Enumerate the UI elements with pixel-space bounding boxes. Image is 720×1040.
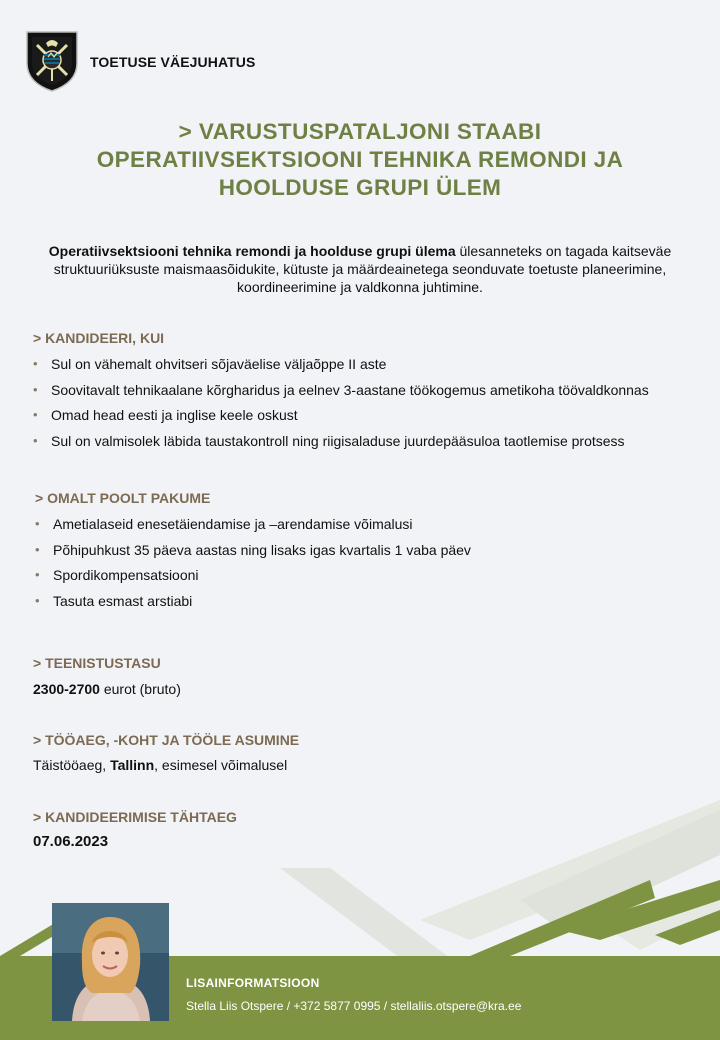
salary-value xyxy=(33,680,181,698)
shield-logo-icon xyxy=(24,29,80,93)
intro-text: ülesanneteks on tagada kaitseväe xyxy=(455,243,672,259)
list-item: • Soovitavalt tehnikaalane kõrgharidus ja eelnev 3-aastane töökogemus ametikoha töövaldkonnas xyxy=(33,381,649,407)
list-item: • Ametialaseid enesetäiendamise ja –arendamise võimalusi xyxy=(35,515,471,541)
salary-unit: eurot (bruto) xyxy=(99,681,181,697)
worktime-text: , esimesel võimalusel xyxy=(154,757,288,773)
job-title xyxy=(20,118,700,202)
title-line: OPERATIIVSEKTSIOONI TEHNIKA REMONDI JA xyxy=(96,147,624,172)
deadline-date: 07.06.2023 xyxy=(33,833,109,850)
intro-text: koordineerimine ja valdkonna juhtimine. xyxy=(237,279,483,295)
apply-heading: > KANDIDEERI, KUI xyxy=(33,330,165,346)
list-item: • Sul on valmisolek läbida taustakontroll ning riigisaladuse juurdepääsuloa taotlemise protsess xyxy=(33,432,649,458)
intro-text: struktuuriüksuste maismaasõidukite, kütuste ja määrdeainetega seonduvate toetuste planeerimine, xyxy=(53,261,667,277)
worktime-place: Tallinn xyxy=(110,757,155,773)
contact-details: Stella Liis Otspere / +372 5877 0995 / stellaliis.otspere@kra.ee xyxy=(186,999,522,1013)
salary-amount: 2300-2700 xyxy=(33,681,100,697)
intro-bold: Operatiivsektsiooni tehnika remondi ja hoolduse grupi ülema xyxy=(48,243,456,259)
list-item: • Spordikompensatsiooni xyxy=(35,566,471,592)
salary-heading: > TEENISTUSTASU xyxy=(33,655,161,671)
worktime-value xyxy=(33,756,287,774)
contact-photo xyxy=(52,903,169,1021)
list-item: • Omad head eesti ja inglise keele oskust xyxy=(33,406,649,432)
worktime-text: Täistööaeg, xyxy=(33,757,111,773)
intro-paragraph xyxy=(30,242,690,296)
apply-list xyxy=(33,355,649,457)
list-item: • Põhipuhkust 35 päeva aastas ning lisaks igas kvartalis 1 vaba päev xyxy=(35,541,471,567)
deadline-heading: > KANDIDEERIMISE TÄHTAEG xyxy=(33,809,237,825)
list-item: • Tasuta esmast arstiabi xyxy=(35,592,471,618)
organization-name: TOETUSE VÄEJUHATUS xyxy=(90,54,256,70)
title-line: > VARUSTUSPATALJONI STAABI xyxy=(178,119,542,144)
title-line: HOOLDUSE GRUPI ÜLEM xyxy=(218,175,502,200)
more-info-label: LISAINFORMATSIOON xyxy=(186,976,320,990)
worktime-heading: > TÖÖAEG, -KOHT JA TÖÖLE ASUMINE xyxy=(33,732,300,748)
offer-list xyxy=(35,515,471,617)
offer-heading: > OMALT POOLT PAKUME xyxy=(35,490,211,506)
list-item: • Sul on vähemalt ohvitseri sõjaväelise väljaõppe II aste xyxy=(33,355,649,381)
